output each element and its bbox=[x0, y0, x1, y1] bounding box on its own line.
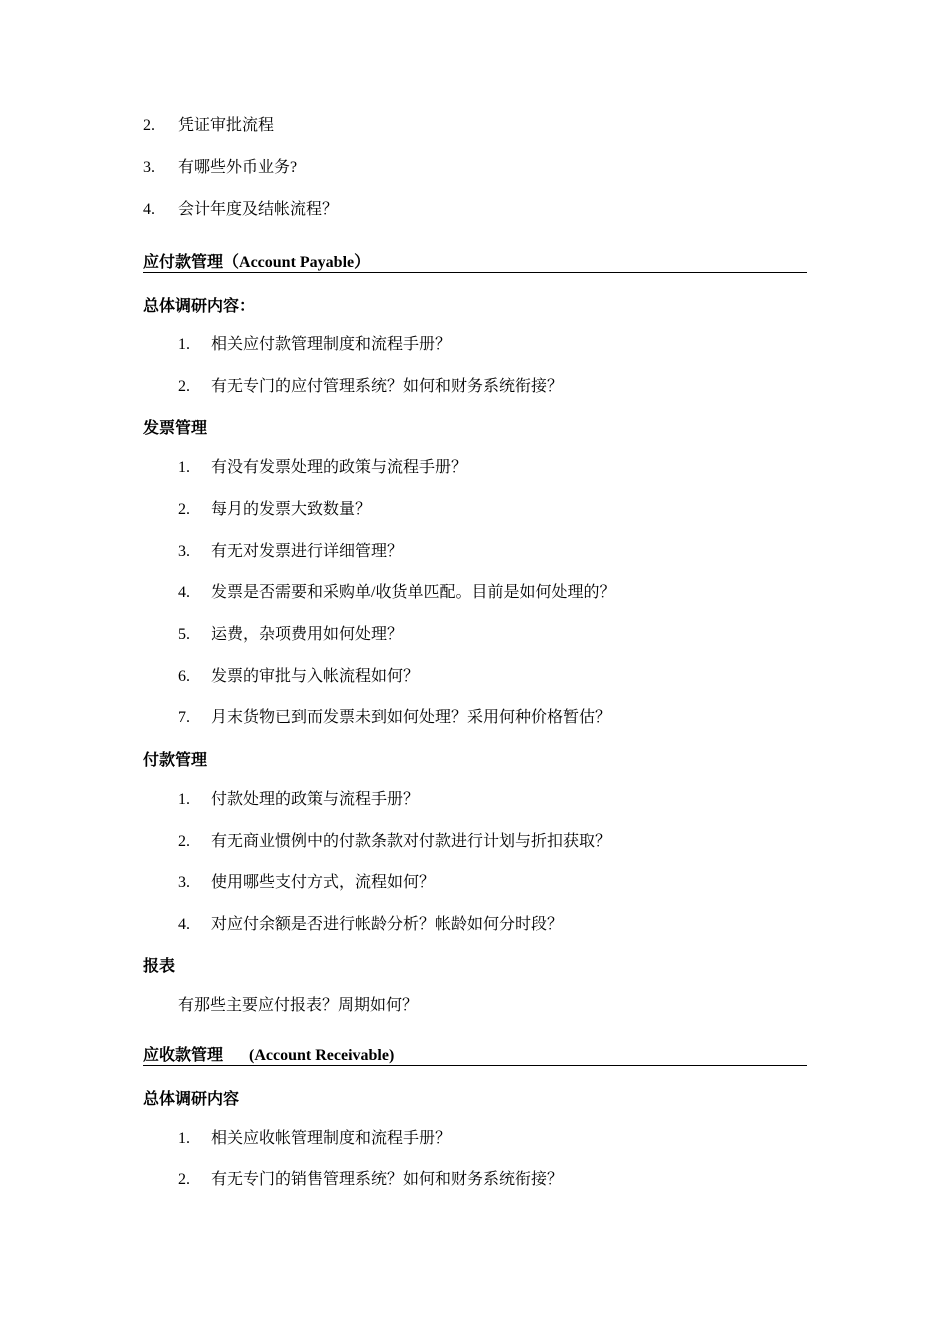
payment-heading: 付款管理 bbox=[143, 750, 208, 769]
ap-title-cn: 应付款管理（ bbox=[143, 252, 240, 271]
ar-general-heading: 总体调研内容 bbox=[143, 1089, 240, 1108]
list-number: 1. bbox=[178, 336, 190, 353]
list-number: 6. bbox=[178, 668, 190, 685]
list-number: 4. bbox=[143, 201, 155, 218]
list-text: 有无对发票进行详细管理？ bbox=[211, 543, 404, 560]
list-text: 有没有发票处理的政策与流程手册？ bbox=[211, 459, 468, 476]
list-text: 运费，杂项费用如何处理？ bbox=[211, 626, 404, 643]
ap-title-close: ） bbox=[354, 252, 371, 271]
list-text: 发票是否需要和采购单/收货单匹配。目前是如何处理的？ bbox=[211, 584, 616, 601]
list-number: 3. bbox=[143, 159, 155, 176]
list-text: 使用哪些支付方式，流程如何？ bbox=[211, 874, 436, 891]
list-number: 2. bbox=[178, 1171, 190, 1188]
section-divider bbox=[143, 1065, 807, 1066]
list-number: 2. bbox=[178, 833, 190, 850]
list-text: 有无专门的销售管理系统？如何和财务系统衔接？ bbox=[211, 1171, 564, 1188]
list-number: 4. bbox=[178, 916, 190, 933]
list-number: 2. bbox=[143, 117, 155, 134]
list-number: 1. bbox=[178, 459, 190, 476]
report-heading: 报表 bbox=[143, 956, 176, 975]
list-text: 月末货物已到而发票未到如何处理？采用何种价格暂估？ bbox=[211, 709, 612, 726]
ap-general-heading: 总体调研内容： bbox=[143, 296, 256, 315]
list-number: 2. bbox=[178, 501, 190, 518]
ap-section-title bbox=[143, 252, 370, 273]
list-number: 7. bbox=[178, 709, 190, 726]
ar-title-cn: 应收款管理 bbox=[143, 1045, 224, 1064]
list-text: 相关应收帐管理制度和流程手册？ bbox=[211, 1130, 452, 1147]
list-number: 5. bbox=[178, 626, 190, 643]
list-number: 1. bbox=[178, 791, 190, 808]
invoice-heading: 发票管理 bbox=[143, 418, 208, 437]
list-text: 相关应付款管理制度和流程手册？ bbox=[211, 336, 452, 353]
list-text: 每月的发票大致数量？ bbox=[211, 501, 372, 518]
list-text: 会计年度及结帐流程？ bbox=[178, 201, 339, 218]
list-text: 有无专门的应付管理系统？如何和财务系统衔接？ bbox=[211, 378, 564, 395]
list-number: 4. bbox=[178, 584, 190, 601]
list-number: 1. bbox=[178, 1130, 190, 1147]
ap-title-en: Account Payable bbox=[239, 254, 355, 271]
ar-title-en: (Account Receivable) bbox=[249, 1047, 395, 1064]
list-text: 凭证审批流程 bbox=[178, 117, 275, 134]
ar-section-title bbox=[143, 1045, 394, 1066]
list-number: 2. bbox=[178, 378, 190, 395]
list-text: 发票的审批与入帐流程如何？ bbox=[211, 668, 420, 685]
list-text: 有哪些外币业务? bbox=[178, 159, 298, 176]
list-text: 有无商业惯例中的付款条款对付款进行计划与折扣获取？ bbox=[211, 833, 612, 850]
list-text: 对应付余额是否进行帐龄分析？帐龄如何分时段？ bbox=[211, 916, 564, 933]
report-text: 有那些主要应付报表？周期如何？ bbox=[178, 997, 419, 1014]
list-text: 付款处理的政策与流程手册？ bbox=[211, 791, 420, 808]
list-number: 3. bbox=[178, 543, 190, 560]
section-divider bbox=[143, 272, 807, 273]
list-number: 3. bbox=[178, 874, 190, 891]
